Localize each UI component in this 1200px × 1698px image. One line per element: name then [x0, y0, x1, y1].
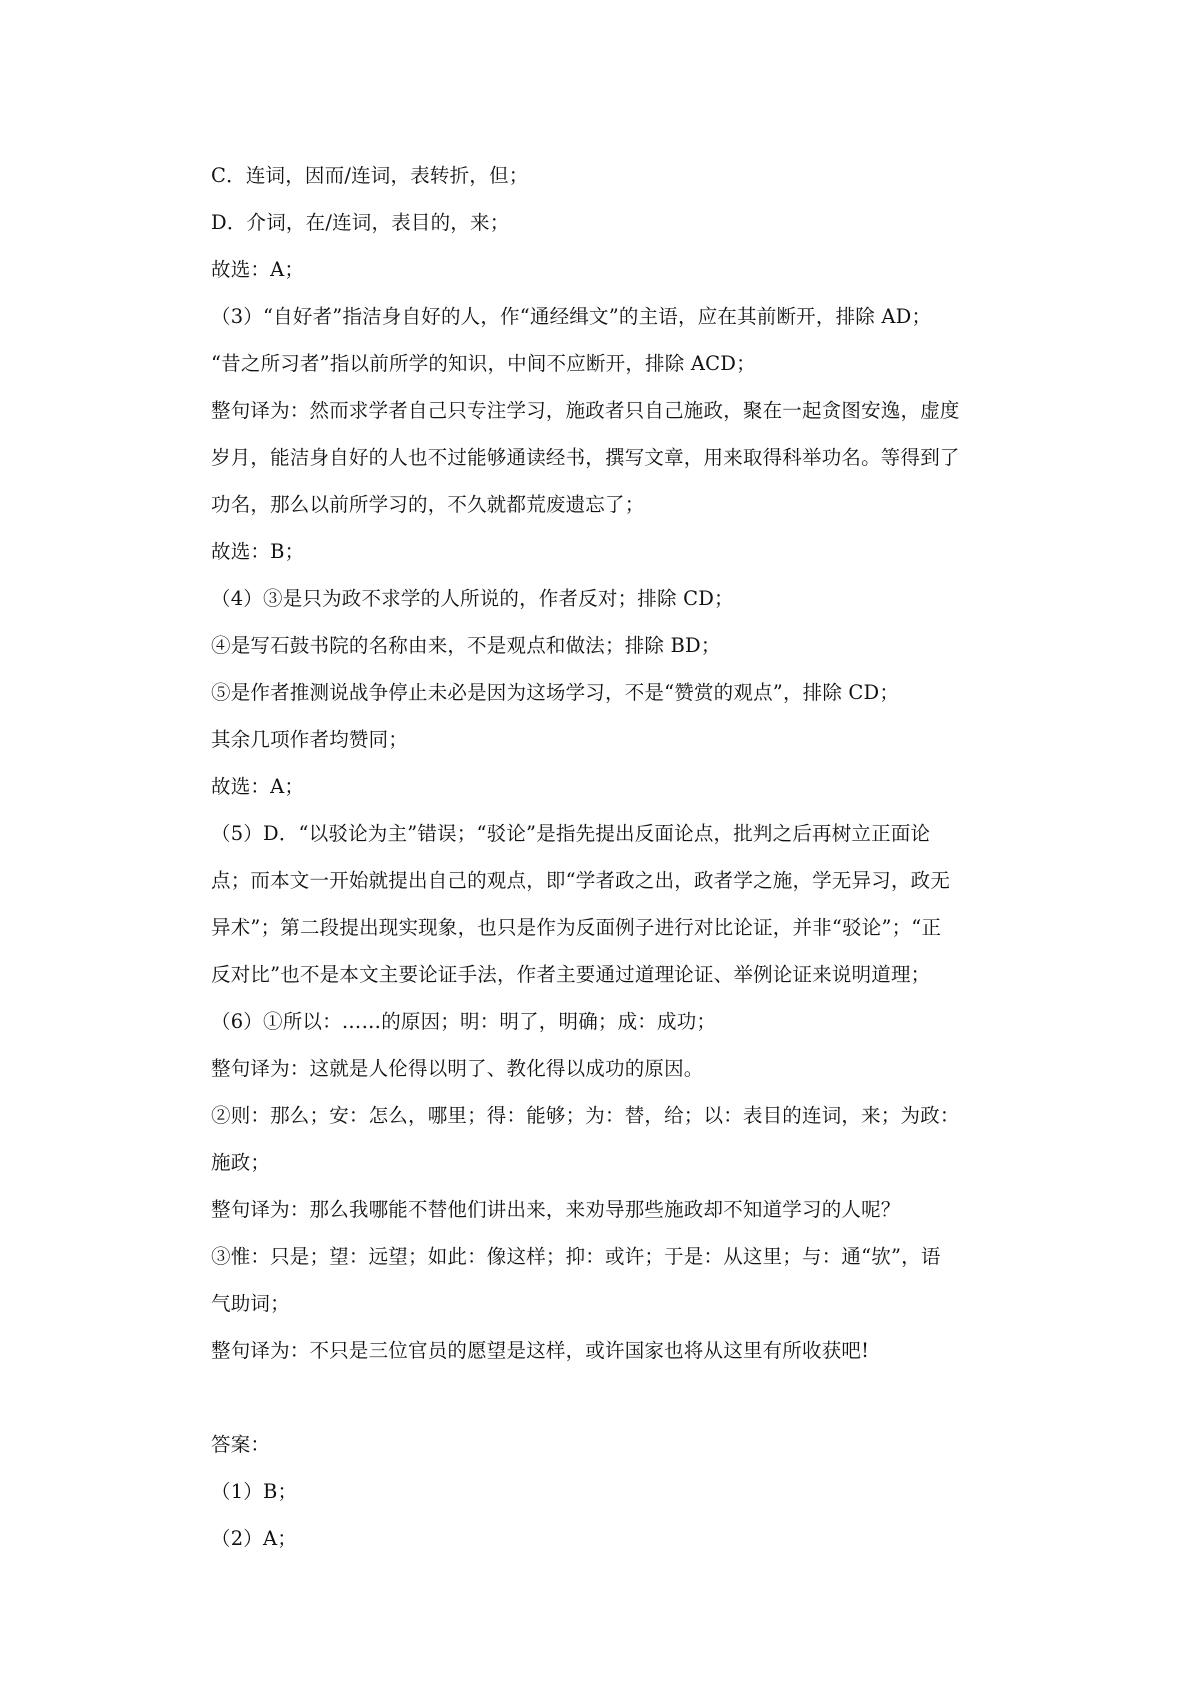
- text-line: C．连词，因而/连词，表转折，但；: [211, 164, 529, 187]
- text-line: 故选：B；: [211, 540, 305, 563]
- text-line: ④是写石鼓书院的名称由来，不是观点和做法；排除 BD；: [211, 634, 721, 657]
- text-line: 整句译为：那么我哪能不替他们讲出来，来劝导那些施政却不知道学习的人呢？: [211, 1198, 901, 1221]
- text-line: 岁月，能洁身自好的人也不过能够通读经书，撰写文章，用来取得科举功名。等得到了: [211, 446, 960, 469]
- text-line: 其余几项作者均赞同；: [211, 728, 409, 751]
- text-line: 故选：A；: [211, 775, 305, 798]
- text-line: （4）③是只为政不求学的人所说的，作者反对；排除 CD；: [211, 587, 734, 610]
- text-line: 点；而本文一开始就提出自己的观点，即“学者政之出，政者学之施，学无异习，政无: [211, 869, 951, 892]
- document-body: [211, 152, 1031, 1562]
- answer-item: （1）B；: [211, 1480, 298, 1503]
- text-line: ⑤是作者推测说战争停止未必是因为这场学习，不是“赞赏的观点”，排除 CD；: [211, 681, 900, 704]
- paragraph-gap: [211, 1374, 1031, 1421]
- text-line: ②则：那么；安：怎么，哪里；得：能够；为：替，给；以：表目的连词，来；为政：: [211, 1104, 960, 1127]
- text-line: 施政；: [211, 1151, 271, 1174]
- text-line: 气助词；: [211, 1292, 290, 1315]
- text-line: 功名，那么以前所学习的，不久就都荒废遗忘了；: [211, 493, 645, 516]
- text-line: 反对比”也不是本文主要论证手法，作者主要通过道理论证、举例论证来说明道理；: [211, 963, 931, 986]
- text-line: 故选：A；: [211, 258, 305, 281]
- text-line: （3）“自好者”指洁身自好的人，作“通经缉文”的主语，应在其前断开，排除 AD；: [211, 305, 932, 328]
- text-line: （6）①所以：……的原因；明：明了，明确；成：成功；: [211, 1010, 717, 1033]
- answer-heading: 答案：: [211, 1433, 271, 1456]
- text-line: ③惟：只是；望：远望；如此：像这样；抑：或许；于是：从这里；与：通“欤”，语: [211, 1245, 941, 1268]
- answer-item: （2）A；: [211, 1527, 297, 1550]
- text-line: 整句译为：不只是三位官员的愿望是这样，或许国家也将从这里有所收获吧!: [211, 1339, 870, 1362]
- text-line: “昔之所习者”指以前所学的知识，中间不应断开，排除 ACD；: [211, 352, 756, 375]
- text-line: （5）D．“以驳论为主”错误；“驳论”是指先提出反面论点，批判之后再树立正面论: [211, 822, 931, 845]
- text-line: 整句译为：然而求学者自己只专注学习，施政者只自己施政，聚在一起贪图安逸，虚度: [211, 399, 960, 422]
- text-line: 整句译为：这就是人伦得以明了、教化得以成功的原因。: [211, 1057, 704, 1080]
- text-line: D．介词，在/连词，表目的，来；: [211, 211, 510, 234]
- text-line: 异术”；第二段提出现实现象，也只是作为反面例子进行对比论证，并非“驳论”；“正: [211, 916, 942, 939]
